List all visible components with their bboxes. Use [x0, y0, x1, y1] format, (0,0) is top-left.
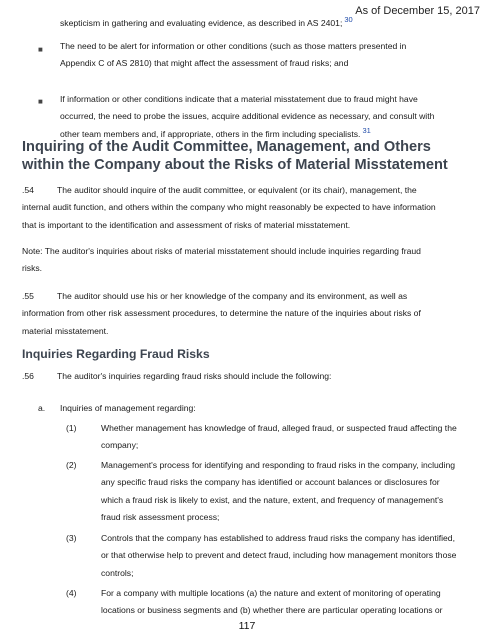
sub-1-line-1: Whether management has knowledge of fraud, alleged fraud, or suspected fraud affecting the	[101, 423, 457, 433]
paragraph-number: .55	[22, 291, 34, 301]
footnote-31-link[interactable]: 31	[362, 125, 371, 135]
note-line-2: risks.	[22, 263, 43, 274]
list-item	[66, 457, 486, 526]
bullet-icon: ■	[38, 97, 43, 106]
sub-2-line-2: any specific fraud risks the company has identified or account balances or disclosures for	[101, 477, 440, 488]
sub-3-line-2: or that otherwise help to prevent and detect fraud, including how management monitors those	[101, 550, 457, 561]
section-heading: Inquiring of the Audit Committee, Management, and Others within the Company about the Risks of Material Misstatement	[22, 139, 448, 173]
sub-3-line-3: controls;	[101, 567, 134, 578]
sub-2-line-4: fraud risk assessment process;	[101, 511, 220, 522]
p55-line-2: information from other risk assessment procedures, to determine the nature of the inquiries about risks of	[22, 308, 421, 319]
paragraph-55	[22, 288, 421, 340]
bullet-2-line-1: If information or other conditions indicate that a material misstatement due to fraud might have	[60, 94, 418, 104]
note-line-1: Note: The auditor's inquiries about risks of material misstatement should include inquiries regarding fraud	[22, 246, 421, 256]
bullet-item	[60, 91, 434, 143]
bullet-1-line-1: The need to be alert for information or other conditions (such as those matters presented in	[60, 41, 407, 51]
paragraph-54	[22, 182, 482, 234]
sub-item-number: (2)	[66, 460, 77, 470]
sub-item-number: (4)	[66, 588, 77, 598]
p55-line-3: material misstatement.	[22, 325, 109, 336]
sub-4-line-1: For a company with multiple locations (a) the nature and extent of monitoring of operating	[101, 588, 441, 598]
p54-line-1: The auditor should inquire of the audit committee, or equivalent (or its chair), management, the	[57, 185, 417, 195]
page-date-header: As of December 15, 2017	[355, 5, 480, 17]
list-item	[66, 420, 486, 455]
paragraph-56	[22, 368, 331, 385]
item-a-text: Inquiries of management regarding:	[60, 403, 196, 413]
list-item	[66, 585, 486, 620]
sub-3-line-1: Controls that the company has established to address fraud risks the company has identified,	[101, 533, 455, 543]
page-number: 117	[238, 620, 256, 632]
sub-2-line-3: which a fraud risk is likely to exist, and the nature, extent, and frequency of management's	[101, 494, 444, 505]
bullet-icon: ■	[38, 45, 43, 54]
sub-4-line-2: locations or business segments and (b) whether there are particular operating locations or	[101, 605, 443, 616]
list-item	[66, 530, 486, 582]
p56-text: The auditor's inquiries regarding fraud risks should include the following:	[57, 371, 332, 381]
sub-item-number: (3)	[66, 533, 77, 543]
sub-item-number: (1)	[66, 423, 77, 433]
sub-2-line-1: Management's process for identifying and responding to fraud risks in the company, including	[101, 460, 456, 470]
p54-line-2: internal audit function, and others within the company who might reasonably be expected to have information	[22, 202, 436, 213]
paragraph-number: .54	[22, 185, 34, 195]
note-paragraph	[22, 243, 421, 278]
paragraph-number: .56	[22, 371, 34, 381]
continuation-line: skepticism in gathering and evaluating evidence, as described in AS 2401;	[60, 18, 343, 28]
bullet-2-line-3-text: other team members and, if appropriate, others in the firm including specialists.	[60, 128, 361, 139]
bullet-2-line-2: occurred, the need to probe the issues, acquire additional evidence as necessary, and consult with	[60, 111, 435, 122]
p54-line-3: that is important to the identification and assessment of risks of material misstatement.	[22, 219, 351, 230]
sub-1-line-2: company;	[101, 440, 139, 451]
bullet-item	[60, 38, 406, 73]
subsection-heading: Inquiries Regarding Fraud Risks	[22, 347, 210, 361]
item-a-label: a.	[38, 403, 46, 413]
p55-line-1: The auditor should use his or her knowledge of the company and its environment, as well as	[57, 291, 408, 301]
footnote-30-link[interactable]: 30	[344, 15, 353, 25]
continuation-text	[60, 15, 353, 32]
bullet-1-line-2: Appendix C of AS 2810) that might affect the assessment of fraud risks; and	[60, 58, 349, 69]
